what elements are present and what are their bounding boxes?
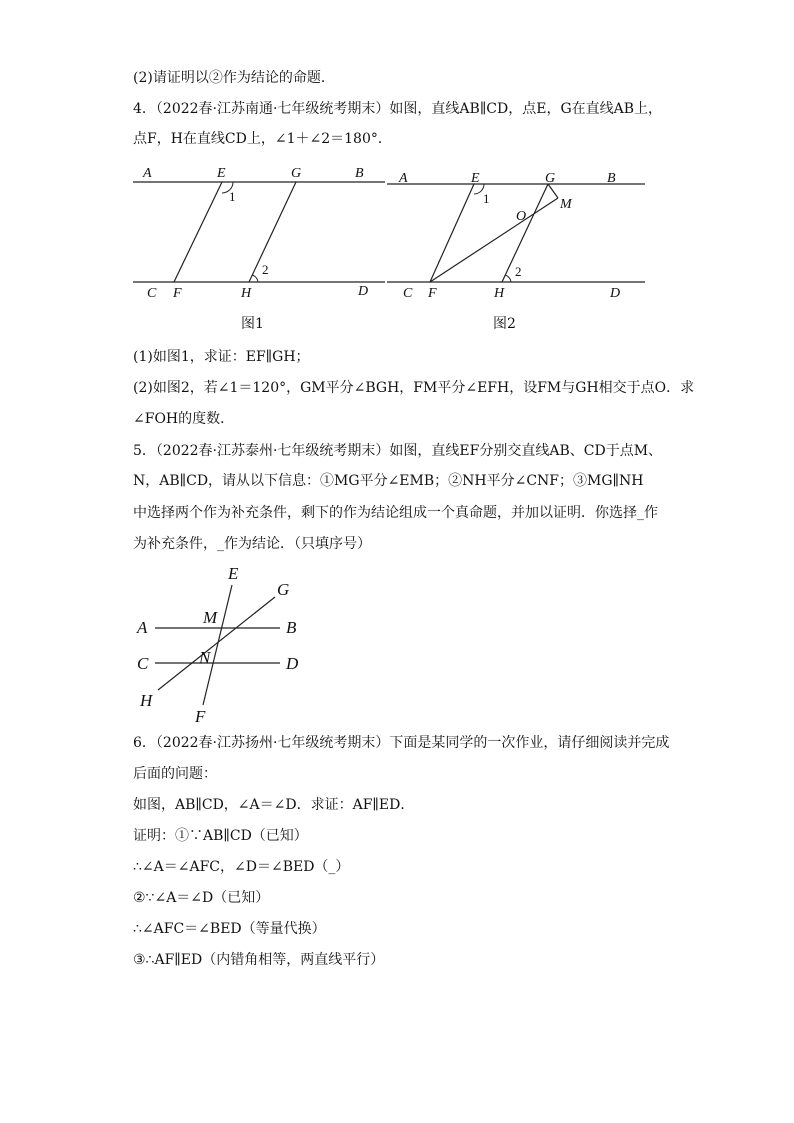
fig2-angle-2: 2 bbox=[515, 264, 522, 279]
figure-1-caption: 图1 bbox=[241, 316, 264, 332]
fig3-label-E: E bbox=[228, 564, 239, 583]
text-line-4: (1)如图1，求证：EF∥GH； bbox=[133, 349, 310, 365]
text-line-13: 如图，AB∥CD，∠A＝∠D．求证：AF∥ED． bbox=[133, 797, 415, 813]
figure-2-caption: 图2 bbox=[493, 316, 516, 332]
fig1-label-F: F bbox=[173, 286, 182, 301]
fig1-label-A: A bbox=[143, 166, 152, 181]
fig1-angle-2: 2 bbox=[262, 262, 269, 277]
text-line-9: 中选择两个作为补充条件，剩下的作为结论组成一个真命题，并加以证明．你选择_作 bbox=[133, 505, 658, 521]
figure-3-diagram bbox=[0, 555, 794, 755]
problem-5-heading: 5．（2022春·江苏泰州·七年级统考期末）如图，直线EF分别交直线AB、CD于点M、 bbox=[133, 443, 663, 459]
fig2-label-G: G bbox=[545, 171, 556, 186]
fig3-label-G: G bbox=[277, 580, 290, 599]
fig1-label-E: E bbox=[217, 166, 226, 181]
fig3-label-B: B bbox=[286, 618, 297, 637]
fig1-label-H: H bbox=[241, 286, 252, 301]
fig1-label-D: D bbox=[358, 284, 369, 299]
fig3-label-C: C bbox=[137, 654, 149, 673]
fig2-label-D: D bbox=[610, 286, 621, 301]
text-line-8: N，AB∥CD，请从以下信息：①MG平分∠EMB；②NH平分∠CNF；③MG∥NH bbox=[133, 473, 644, 489]
text-line-5: (2)如图2，若∠1＝120°，GM平分∠BGH，FM平分∠EFH，设FM与GH相交于点O．求 bbox=[133, 380, 695, 396]
text-line-12: 后面的问题： bbox=[133, 766, 217, 782]
fig3-label-D: D bbox=[286, 654, 299, 673]
fig2-label-A: A bbox=[399, 171, 408, 186]
proof-step-2: ②∵∠A＝∠D（已知） bbox=[133, 890, 270, 906]
proof-step-2-conclusion: ∴∠AFC＝∠BED（等量代换） bbox=[133, 921, 326, 937]
fig2-label-C: C bbox=[403, 286, 413, 301]
fig3-label-A: A bbox=[137, 618, 148, 637]
proof-step-1: 证明：①∵AB∥CD（已知） bbox=[133, 828, 308, 844]
fig3-label-M: M bbox=[203, 608, 218, 627]
fig2-label-B: B bbox=[607, 171, 616, 186]
fig3-label-F: F bbox=[195, 707, 206, 726]
fig2-label-E: E bbox=[471, 171, 480, 186]
proof-step-1-conclusion: ∴∠A＝∠AFC，∠D＝∠BED（_） bbox=[133, 859, 350, 875]
fig3-label-H: H bbox=[140, 691, 153, 710]
problem-4-heading: 4．（2022春·江苏南通·七年级统考期末）如图，直线AB∥CD，点E，G在直线AB上， bbox=[133, 101, 663, 117]
figure-2-diagram bbox=[0, 160, 794, 360]
fig2-angle-1: 1 bbox=[483, 191, 490, 206]
fig2-label-M: M bbox=[560, 197, 572, 212]
text-line-3: 点F，H在直线CD上，∠1＋∠2＝180°． bbox=[133, 131, 392, 147]
proof-step-3: ③∴AF∥ED（内错角相等，两直线平行） bbox=[133, 952, 385, 968]
fig1-angle-1: 1 bbox=[229, 189, 236, 204]
fig2-label-H: H bbox=[494, 286, 505, 301]
text-line-6: ∠FOH的度数． bbox=[133, 411, 235, 427]
text-line-1: (2)请证明以②作为结论的命题． bbox=[133, 70, 335, 86]
fig2-label-F: F bbox=[428, 286, 437, 301]
fig1-label-B: B bbox=[355, 166, 364, 181]
fig3-label-N: N bbox=[199, 648, 211, 667]
fig2-label-O: O bbox=[516, 209, 527, 224]
fig1-label-G: G bbox=[291, 166, 302, 181]
problem-6-heading: 6．（2022春·江苏扬州·七年级统考期末）下面是某同学的一次作业，请仔细阅读并完成 bbox=[133, 735, 670, 751]
text-line-10: 为补充条件，_作为结论．（只填序号） bbox=[133, 536, 371, 552]
fig1-label-C: C bbox=[147, 286, 157, 301]
